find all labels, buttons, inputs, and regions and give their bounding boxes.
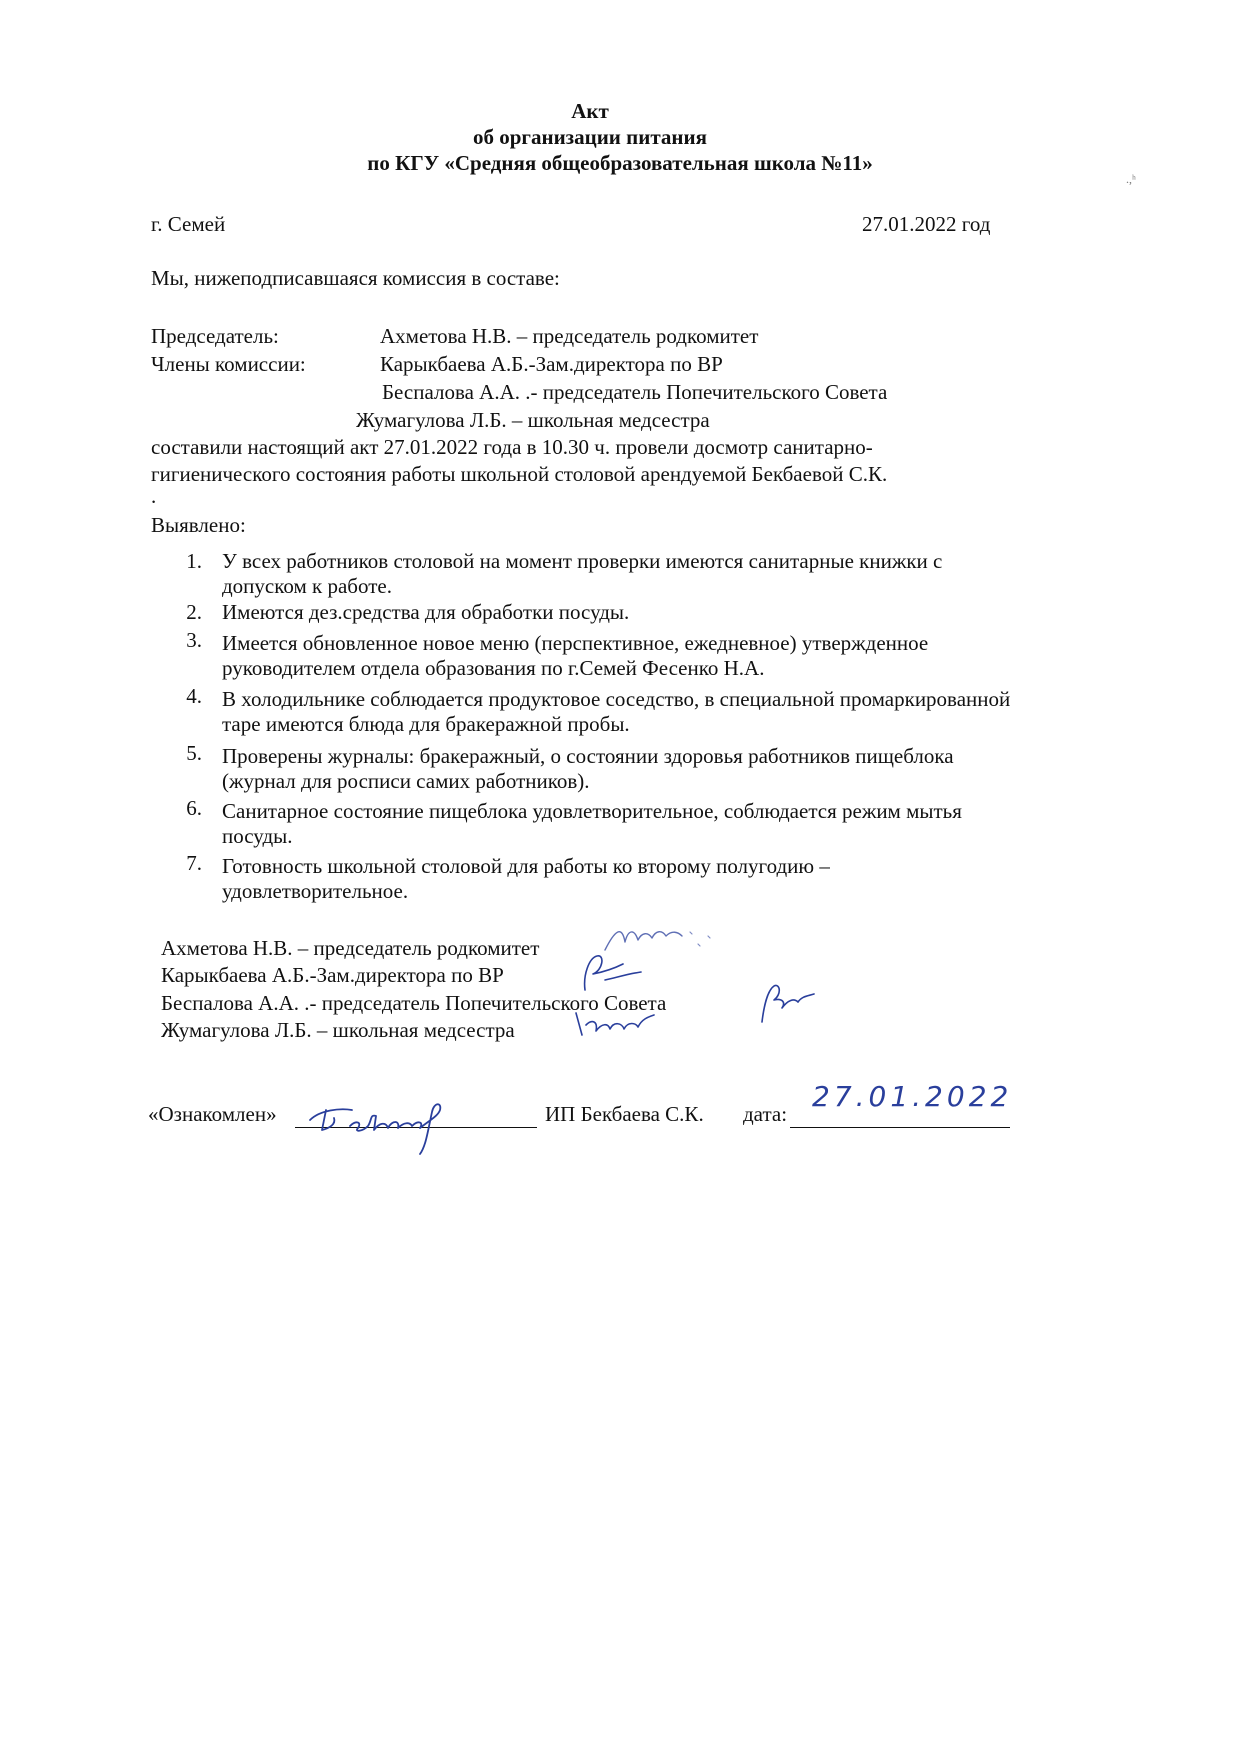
place: г. Семей xyxy=(151,212,226,236)
signature-line-3: Беспалова А.А. .- председатель Попечительского Совета xyxy=(161,991,667,1015)
finding-7-line-2: удовлетворительное. xyxy=(222,879,409,903)
signature-line-1: Ахметова Н.В. – председатель родкомитет xyxy=(161,936,540,960)
acknowledge-handwritten-date: 27.01.2022 xyxy=(812,1080,1013,1113)
signature-scribble-4-icon xyxy=(568,1005,668,1050)
chair-name: Ахметова Н.В. – председатель родкомитет xyxy=(380,324,759,348)
finding-5-number: 5. xyxy=(186,741,202,765)
finding-3-line-2: руководителем отдела образования по г.Семей Фесенко Н.А. xyxy=(222,656,765,680)
finding-2-line-1: Имеются дез.средства для обработки посуды. xyxy=(222,600,630,624)
finding-6-number: 6. xyxy=(186,796,202,820)
title-subject: об организации питания xyxy=(473,125,707,149)
title-act: Акт xyxy=(571,99,609,123)
members-label: Члены комиссии: xyxy=(151,352,306,376)
scan-speck-mark: .,ʰ xyxy=(1126,172,1136,186)
finding-2-number: 2. xyxy=(186,600,202,624)
found-label: Выявлено: xyxy=(151,513,246,537)
signature-scribble-2-icon xyxy=(575,950,655,1000)
intro-text: Мы, нижеподписавшаяся комиссия в составе: xyxy=(151,266,560,290)
finding-4-number: 4. xyxy=(186,684,202,708)
acknowledge-date-label: дата: xyxy=(743,1102,788,1126)
member-1: Карыкбаева А.Б.-Зам.директора по ВР xyxy=(380,352,723,376)
finding-3-line-1: Имеется обновленное новое меню (перспективное, ежедневное) утвержденное xyxy=(222,631,929,655)
acknowledge-label: «Ознакомлен» xyxy=(148,1102,277,1126)
finding-1-line-1: У всех работников столовой на момент проверки имеются санитарные книжки с xyxy=(222,549,943,573)
finding-7-number: 7. xyxy=(186,851,202,875)
member-2: Беспалова А.А. .- председатель Попечительского Совета xyxy=(382,380,888,404)
body-dot: . xyxy=(151,484,157,508)
body-line-2: гигиенического состояния работы школьной столовой арендуемой Бекбаевой С.К. xyxy=(151,462,888,486)
finding-7-line-1: Готовность школьной столовой для работы ко второму полугодию – xyxy=(222,854,830,878)
body-line-1: составили настоящий акт 27.01.2022 года в 10.30 ч. провели досмотр санитарно- xyxy=(151,435,873,459)
finding-4-line-2: таре имеются блюда для бракеражной пробы. xyxy=(222,712,630,736)
signature-scribble-3-icon xyxy=(752,980,822,1030)
finding-3-number: 3. xyxy=(186,628,202,652)
finding-5-line-2: (журнал для росписи самих работников). xyxy=(222,769,590,793)
finding-5-line-1: Проверены журналы: бракеражный, о состоянии здоровья работников пищеблока xyxy=(222,744,954,768)
acknowledge-name: ИП Бекбаева С.К. xyxy=(545,1102,704,1126)
finding-6-line-1: Санитарное состояние пищеблока удовлетворительное, соблюдается режим мытья xyxy=(222,799,962,823)
signature-line-4: Жумагулова Л.Б. – школьная медсестра xyxy=(161,1018,515,1042)
chair-label: Председатель: xyxy=(151,324,279,348)
finding-1-number: 1. xyxy=(186,549,202,573)
finding-1-line-2: допуском к работе. xyxy=(222,574,392,598)
finding-6-line-2: посуды. xyxy=(222,824,293,848)
document-date: 27.01.2022 год xyxy=(862,212,991,236)
member-3: Жумагулова Л.Б. – школьная медсестра xyxy=(356,408,710,432)
acknowledge-handwritten-name-icon xyxy=(300,1080,500,1165)
finding-4-line-1: В холодильнике соблюдается продуктовое соседство, в специальной промаркированной xyxy=(222,687,1011,711)
title-organization: по КГУ «Средняя общеобразовательная школа №11» xyxy=(367,151,873,175)
signature-line-2: Карыкбаева А.Б.-Зам.директора по ВР xyxy=(161,963,504,987)
